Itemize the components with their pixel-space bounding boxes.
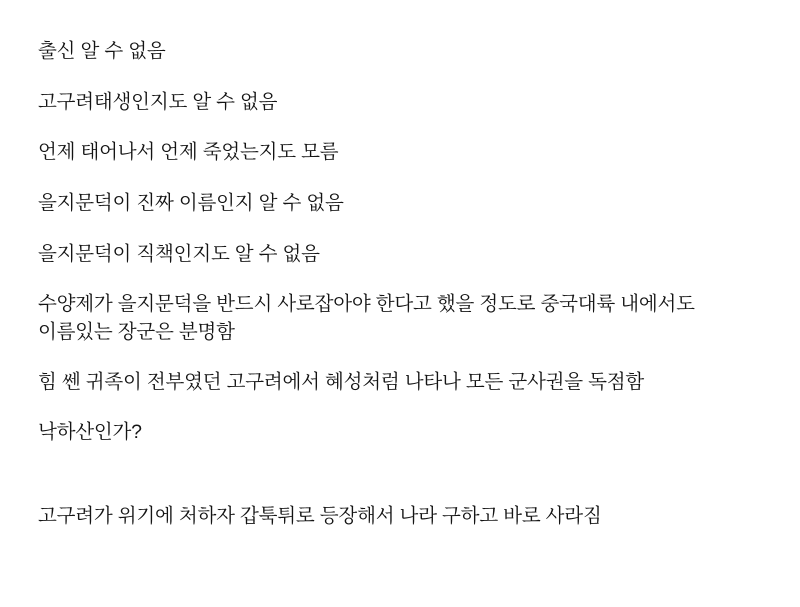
paragraph-4: 을지문덕이 진짜 이름인지 알 수 없음 <box>38 192 344 215</box>
paragraph-9: 고구려가 위기에 처하자 갑툭튀로 등장해서 나라 구하고 바로 사라짐 <box>38 505 602 528</box>
paragraph-8: 낙하산인가? <box>38 420 142 443</box>
paragraph-2: 고구려태생인지도 알 수 없음 <box>38 90 278 113</box>
paragraph-5: 을지문덕이 직책인지도 알 수 없음 <box>38 242 320 265</box>
paragraph-7: 힘 쎈 귀족이 전부였던 고구려에서 혜성처럼 나타나 모든 군사권을 독점함 <box>38 370 645 393</box>
paragraph-1: 출신 알 수 없음 <box>38 40 166 62</box>
paragraph-3: 언제 태어나서 언제 죽었는지도 모름 <box>38 141 339 164</box>
paragraph-spacer <box>38 469 760 503</box>
paragraph-6: 수양제가 을지문덕을 반드시 사로잡아야 한다고 했을 정도로 중국대륙 내에서도 이름있는 장군은 분명함 <box>38 293 700 344</box>
